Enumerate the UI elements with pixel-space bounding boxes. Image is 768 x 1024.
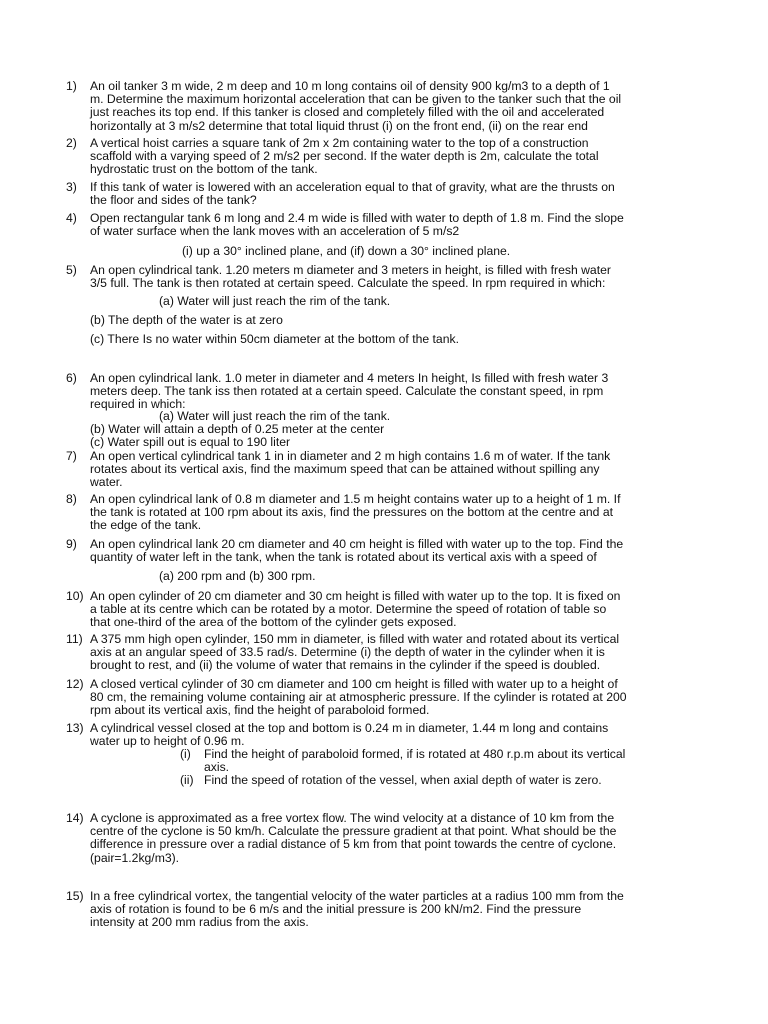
question-number: 13)	[66, 721, 84, 735]
question-7	[66, 450, 706, 490]
question-4-subparts: (i) up a 30° inclined plane, and (if) down a 30° inclined plane.	[182, 244, 511, 258]
question-text: Open rectangular tank 6 m long and 2.4 m wide is filled with water to depth of 1.8 m. Find the slope of water surface when the lank moves with an acceleration of 5 m/s2	[90, 211, 624, 239]
question-5-part-a: (a) Water will just reach the rim of the tank.	[159, 294, 391, 308]
question-number: 4)	[66, 211, 77, 225]
question-number: 14)	[66, 811, 84, 825]
question-4	[66, 212, 706, 238]
question-5	[66, 264, 706, 290]
question-number: 6)	[66, 371, 77, 385]
question-number: 15)	[66, 889, 84, 903]
subpart-text: Find the speed of rotation of the vessel, when axial depth of water is zero.	[204, 773, 602, 787]
subpart-label: (i)	[180, 747, 191, 761]
question-9-subparts: (a) 200 rpm and (b) 300 rpm.	[159, 569, 316, 583]
question-text: A 375 mm high open cylinder, 150 mm in diameter, is filled with water and rotated about its vertical axis at an angular speed of 33.5 rad/s. Determine (i) the depth of water in the cylinder when it is brought to rest, and (ii) the volume of water that remains in the cylinder if the speed is doubled.	[90, 632, 620, 673]
question-text: An oil tanker 3 m wide, 2 m deep and 10 m long contains oil of density 900 kg/m3 to a depth of 1 m. Determine the maximum horizontal acceleration that can be given to the tanker such that the oil just reaches its top end. If this tanker is closed and completely filled with the oil and accelerated horizontally at 3 m/s2 determine that total liquid thrust (i) on the front end, (ii) on the rear end	[90, 79, 622, 133]
question-3	[66, 181, 706, 207]
question-text: In a free cylindrical vortex, the tangential velocity of the water particles at a radius 100 mm from the axis of rotation is found to be 6 m/s and the initial pressure is 200 kN/m2. Find the pressure intensity at 200 mm radius from the axis.	[90, 889, 624, 930]
question-text: A closed vertical cylinder of 30 cm diameter and 100 cm height is filled with water up to a height of 80 cm, the remaining volume containing air at atmospheric pressure. If the cylinder is rotated at 200 rpm about its vertical axis, find the height of paraboloid formed.	[90, 677, 627, 718]
question-text: A cyclone is approximated as a free vortex flow. The wind velocity at a distance of 10 km from the centre of the cyclone is 50 km/h. Calculate the pressure gradient at that point. What should be the difference in pressure over a radial distance of 5 km from that point towards the centre of cyclone. (pair=1.2kg/m3).	[90, 811, 617, 865]
question-number: 3)	[66, 180, 77, 194]
question-number: 11)	[66, 632, 83, 646]
question-text: An open vertical cylindrical tank 1 in in diameter and 2 m high contains 1.6 m of water. If the tank rotates about its vertical axis, find the maximum speed that can be attained without spilling any water.	[90, 449, 611, 490]
question-13-part-ii	[180, 774, 684, 787]
question-text: A cylindrical vessel closed at the top and bottom is 0.24 m in diameter, 1.44 m long and contains water up to height of 0.96 m.	[90, 721, 609, 749]
question-text: A vertical hoist carries a square tank of 2m x 2m containing water to the top of a construction scaffold with a varying speed of 2 m/s2 per second. If the water depth is 2m, calculate the total hydrostatic trust on the bottom of the tank.	[90, 136, 599, 177]
question-10	[66, 590, 706, 630]
question-5-part-b: (b) The depth of the water is at zero	[90, 313, 283, 327]
subpart-text: Find the height of paraboloid formed, if is rotated at 480 r.p.m about its vertical axis.	[204, 747, 626, 775]
question-6-part-b: (b) Water will attain a depth of 0.25 meter at the center	[90, 422, 385, 436]
question-15	[66, 890, 706, 930]
question-text: An open cylindrical lank 20 cm diameter and 40 cm height is filled with water up to the top. Find the quantity of water left in the tank, when the tank is rotated about its vertical axis with a speed of	[90, 537, 624, 565]
question-text: If this tank of water is lowered with an acceleration equal to that of gravity, what are the thrusts on the floor and sides of the tank?	[90, 180, 615, 208]
question-number: 5)	[66, 263, 77, 277]
question-number: 10)	[66, 589, 84, 603]
question-text: An open cylindrical lank. 1.0 meter in diameter and 4 meters In height, Is filled with fresh water 3 meters deep. The tank iss then rotated at a certain speed. Calculate the constant speed, in rpm required in which:	[90, 371, 609, 412]
question-9	[66, 538, 706, 564]
question-number: 1)	[66, 79, 77, 93]
question-text: An open cylinder of 20 cm diameter and 30 cm height is filled with water up to the top. It is fixed on a table at its centre which can be rotated by a motor. Determine the speed of rotation of table so that one-third of the area of the bottom of the cylinder gets exposed.	[90, 589, 621, 630]
question-text: An open cylindrical tank. 1.20 meters m diameter and 3 meters in height, is filled with fresh water 3/5 full. The tank is then rotated at certain speed. Calculate the speed. In rpm required in which:	[90, 263, 611, 291]
subpart-label: (ii)	[180, 773, 194, 787]
question-number: 7)	[66, 449, 77, 463]
question-6-part-a: (a) Water will just reach the rim of the tank.	[159, 409, 391, 423]
question-6	[66, 372, 706, 412]
question-2	[66, 137, 706, 177]
question-number: 9)	[66, 537, 77, 551]
question-text: An open cylindrical lank of 0.8 m diameter and 1.5 m height contains water up to a height of 1 m. If the tank is rotated at 100 rpm about its axis, find the pressures on the bottom at the centre and at the edge of the tank.	[90, 492, 621, 533]
question-6-part-c: (c) Water spill out is equal to 190 liter	[90, 435, 291, 449]
question-1	[66, 80, 706, 133]
question-11	[66, 633, 706, 673]
question-12	[66, 678, 706, 718]
question-13-part-i	[180, 748, 684, 774]
question-8	[66, 493, 706, 533]
question-number: 2)	[66, 136, 77, 150]
question-5-part-c: (c) There Is no water within 50cm diameter at the bottom of the tank.	[90, 332, 459, 346]
question-14	[66, 812, 706, 865]
question-number: 12)	[66, 677, 84, 691]
question-number: 8)	[66, 492, 77, 506]
question-13	[66, 722, 706, 748]
